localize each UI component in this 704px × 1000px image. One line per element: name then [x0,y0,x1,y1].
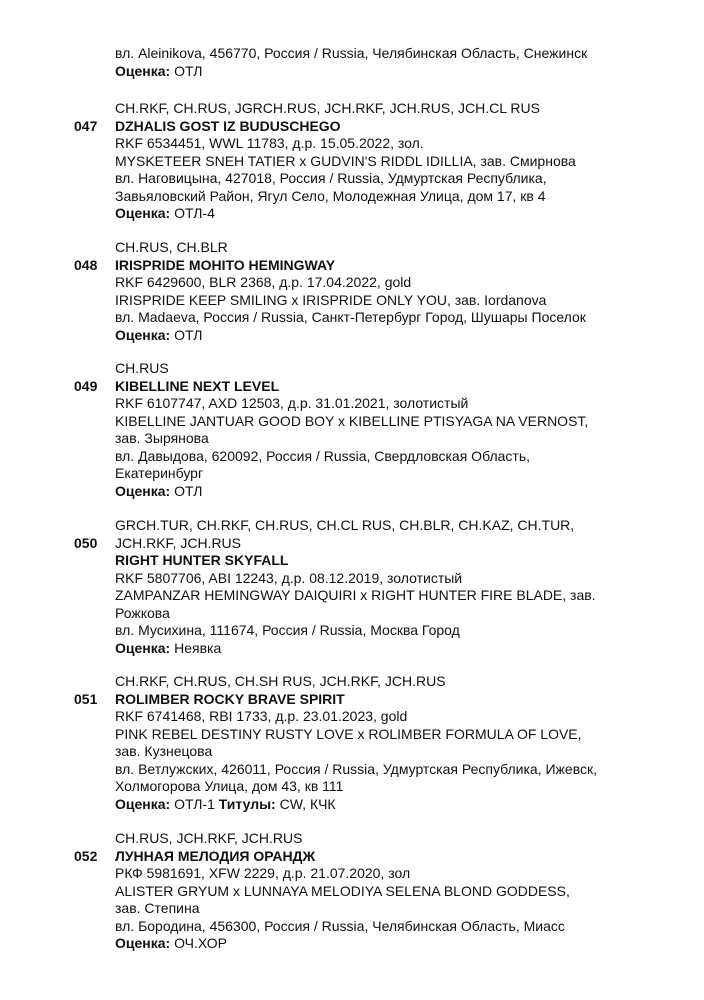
parents-line: PINK REBEL DESTINY RUSTY LOVE x ROLIMBER FORMULA OF LOVE, [115,725,582,742]
grade-value: ОТЛ-4 [174,205,215,221]
grade-line [115,483,690,501]
entry-number: 052 [74,847,98,864]
grade-label: Оценка: [115,205,171,221]
parents-line: Рожкова [115,604,170,621]
entry-body [115,517,690,657]
entry-body [115,239,690,344]
entry-number: 051 [74,690,98,707]
grade-label: Оценка: [115,795,171,812]
dog-name: DZHALIS GOST IZ BUDUSCHEGO [115,117,341,134]
entry-body [115,100,690,223]
grade-label: Оценка: [115,935,171,951]
grade-label: Оценка: [115,639,171,656]
awards-label: Титулы: [218,795,276,812]
entry-body [115,673,690,813]
grade-value: ОТЛ [174,62,203,79]
dog-name: IRISPRIDE MOHITO HEMINGWAY [115,256,336,273]
owner-address: вл. Бородина, 456300, Россия / Russia, Челябинская Область, Миасс [115,917,565,934]
owner-address: вл. Наговицына, 427018, Россия / Russia, Удмуртская Республика, [115,170,547,186]
parents-line: KIBELLINE JANTUAR GOOD BOY x KIBELLINE PTISYAGA NA VERNOST, [115,412,589,429]
registration-line: РКФ 5981691, XFW 2229, д.р. 21.07.2020, зол [115,865,411,881]
owner-address: Холмогорова Улица, дом 43, кв 111 [115,778,344,794]
titles-line: CH.RUS, CH.BLR [115,239,228,255]
grade-value: ОТЛ [174,326,203,343]
parents-line: зав. Степина [115,900,200,916]
grade-value: ОЧ.ХОР [174,935,227,951]
dog-name: ЛУННАЯ МЕЛОДИЯ ОРАНДЖ [115,847,316,864]
grade-value: Неявка [174,639,222,656]
entry-body [115,830,690,953]
titles-line: CH.RUS [115,360,169,376]
titles-line: JCH.RKF, JCH.RUS [115,534,242,551]
owner-address: вл. Aleinikova, 456770, Россия / Russia, Челябинская Область, Снежинск [115,45,588,61]
grade-line [115,327,690,345]
parents-line: зав. Зырянова [115,430,209,446]
dog-name: ROLIMBER ROCKY BRAVE SPIRIT [115,690,345,707]
registration-line: RKF 6107747, AXD 12503, д.р. 31.01.2021, золотистый [115,395,469,411]
grade-value: ОТЛ [174,482,203,499]
awards-value: CW, КЧК [279,795,336,812]
registration-line: RKF 6534451, WWL 11783, д.р. 15.05.2022, зол. [115,135,424,151]
previous-entry-tail [115,45,685,80]
owner-address: Завьяловский Район, Ягул Село, Молодежная Улица, дом 17, кв 4 [115,187,546,204]
parents-line: зав. Кузнецова [115,743,213,759]
grade-value: ОТЛ-1 [174,795,215,812]
titles-line: GRCH.TUR, CH.RKF, CH.RUS, CH.CL RUS, CH.BLR, CH.KAZ, CH.TUR, [115,517,575,533]
titles-line: CH.RKF, CH.RUS, CH.SH RUS, JCH.RKF, JCH.RUS [115,673,446,689]
owner-address: Екатеринбург [115,465,204,481]
owner-address: вл. Мусихина, 111674, Россия / Russia, Москва Город [115,622,460,638]
registration-line: RKF 6741468, RBI 1733, д.р. 23.01.2023, gold [115,708,408,724]
parents-line: ALISTER GRYUM x LUNNAYA MELODIYA SELENA BLOND GODDESS, [115,882,570,899]
grade-line [115,640,690,658]
parents-line: MYSKETEER SNEH TATIER x GUDVIN'S RIDDL IDILLIA, зав. Смирнова [115,152,576,169]
entry-number: 047 [74,117,98,134]
dog-name: RIGHT HUNTER SKYFALL [115,552,289,568]
owner-address: вл. Madaeva, Россия / Russia, Санкт-Петербург Город, Шушары Поселок [115,309,586,325]
registration-line: RKF 6429600, BLR 2368, д.р. 17.04.2022, gold [115,274,412,290]
entry-body [115,360,690,500]
registration-line: RKF 5807706, ABI 12243, д.р. 08.12.2019, золотистый [115,569,463,586]
entry-number: 048 [74,256,98,273]
grade-line [115,796,690,814]
parents-line: IRISPRIDE KEEP SMILING x IRISPRIDE ONLY YOU, зав. Iordanova [115,291,547,308]
entry-number: 050 [74,534,98,551]
grade-line [115,935,690,953]
owner-address: вл. Ветлужских, 426011, Россия / Russia, Удмуртская Республика, Ижевск, [115,760,598,777]
grade-label: Оценка: [115,482,171,499]
titles-line: CH.RUS, JCH.RKF, JCH.RUS [115,830,303,846]
grade-line [115,205,690,223]
grade-label: Оценка: [115,62,171,79]
titles-line: CH.RKF, CH.RUS, JGRCH.RUS, JCH.RKF, JCH.RUS, JCH.CL RUS [115,100,540,116]
owner-address: вл. Давыдова, 620092, Россия / Russia, Свердловская Область, [115,447,531,464]
grade-line [115,63,685,81]
grade-label: Оценка: [115,326,171,343]
parents-line: ZAMPANZAR HEMINGWAY DAIQUIRI x RIGHT HUNTER FIRE BLADE, зав. [115,587,596,603]
entry-number: 049 [74,377,98,394]
dog-name: KIBELLINE NEXT LEVEL [115,377,280,394]
